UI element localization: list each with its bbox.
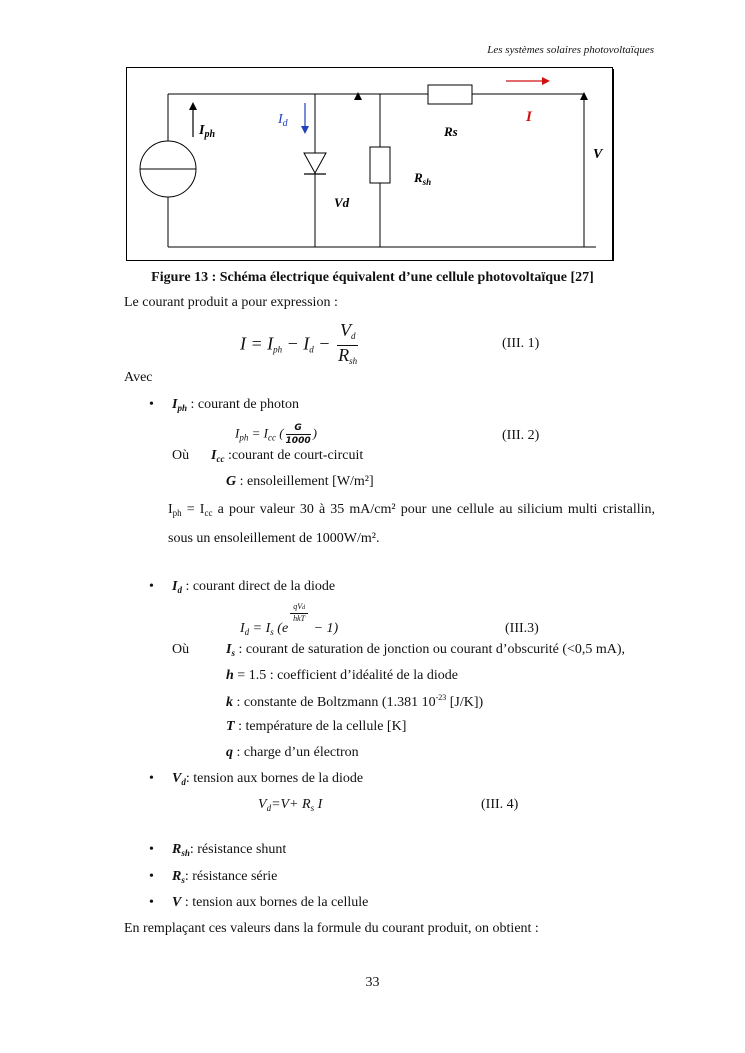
equation-2: $I_{ph} = I_{cc}$ ( $\frac{G}{1000}$ ) [235, 423, 317, 446]
voltage-label: V [593, 147, 603, 162]
conclusion-text: En remplaçant ces valeurs dans la formule du courant produit, on obtient : [124, 921, 539, 936]
equation-3-number: (III.3) [505, 621, 539, 636]
page-number: 33 [365, 975, 380, 990]
h-definition: h = 1.5 : coefficient d’idéalité de la diode [226, 668, 458, 683]
running-header: Les systèmes solaires photovoltaïques [487, 44, 654, 56]
rsh-item: $R_{sh}$: résistance shunt [172, 842, 287, 858]
bullet-dot: • [149, 579, 154, 594]
circuit-diagram [126, 67, 615, 262]
vd-label: Vd [334, 195, 350, 210]
rsh-resistor [370, 147, 390, 183]
id-item: $I_d$ : courant direct de la diode [172, 579, 336, 595]
k-definition: k : constante de Boltzmann (1.381 $10^{-23}$ [J/K]) [226, 693, 484, 710]
rs-resistor [428, 85, 472, 104]
rs-label: Rs [444, 124, 458, 139]
v-arrowhead [580, 92, 588, 100]
equation-4: $V_d=V+ R_s$ I [258, 797, 323, 813]
iph-label: $I_{ph}$ [199, 123, 216, 140]
equation-4-number: (III. 4) [481, 797, 519, 812]
equation-1-number: (III. 1) [502, 336, 540, 351]
intro-text: Le courant produit a pour expression : [124, 295, 338, 310]
vd-arrowhead [354, 92, 362, 100]
rs-item: $R_s$: résistance série [172, 869, 278, 885]
bullet-dot: • [149, 869, 154, 884]
bullet-dot: • [149, 895, 154, 910]
bullet-dot: • [149, 397, 154, 412]
icc-definition: $I_{cc}$ :courant de court-circuit [211, 448, 364, 464]
ou-label-1: Où [172, 448, 190, 463]
ou-label-2: Où [172, 642, 190, 657]
t-definition: T : température de la cellule [K] [226, 719, 407, 734]
rsh-label: $R_{sh}$ [414, 170, 432, 187]
is-definition: $I_s$ : courant de saturation de jonction ou courant d’obscurité (<0,5 mA), [226, 642, 626, 658]
bullet-dot: • [149, 842, 154, 857]
iph-paragraph: $I_{ph} = I_{cc}$ a pour valeur 30 à 35 mA/cm² pour une cellule au silicium multi cristallin, sous un ensoleillement de 1000W/m². [168, 502, 655, 546]
q-definition: q : charge d’un électron [226, 745, 359, 760]
vd-item: $V_d$: tension aux bornes de la diode [172, 771, 364, 787]
equation-3: $I_d = I_s$ (e $\frac{\text{qVd}}{\text{hkT}}$ − 1) [240, 602, 339, 638]
iph-arrow [189, 102, 197, 137]
avec-text: Avec [124, 370, 153, 385]
bullet-dot: • [149, 771, 154, 786]
v-item: V : tension aux bornes de la cellule [172, 895, 369, 910]
figure-caption: Figure 13 : Schéma électrique équivalent d’une cellule photovoltaïque [27] [151, 270, 594, 285]
current-arrow [506, 77, 550, 85]
g-definition: G : ensoleillement [W/m²] [226, 474, 374, 489]
id-label: $I_d$ [278, 112, 288, 129]
current-label: I [526, 109, 532, 125]
id-arrow [301, 103, 309, 134]
iph-item: $I_{ph}$ : courant de photon [172, 397, 299, 413]
current-source-symbol [140, 141, 196, 197]
diode-symbol [304, 153, 326, 174]
equation-1: $I = I_{ph} - I_d$ − $\frac{V_d}{R_{sh}}$ [240, 320, 358, 366]
equation-2-number: (III. 2) [502, 428, 540, 443]
